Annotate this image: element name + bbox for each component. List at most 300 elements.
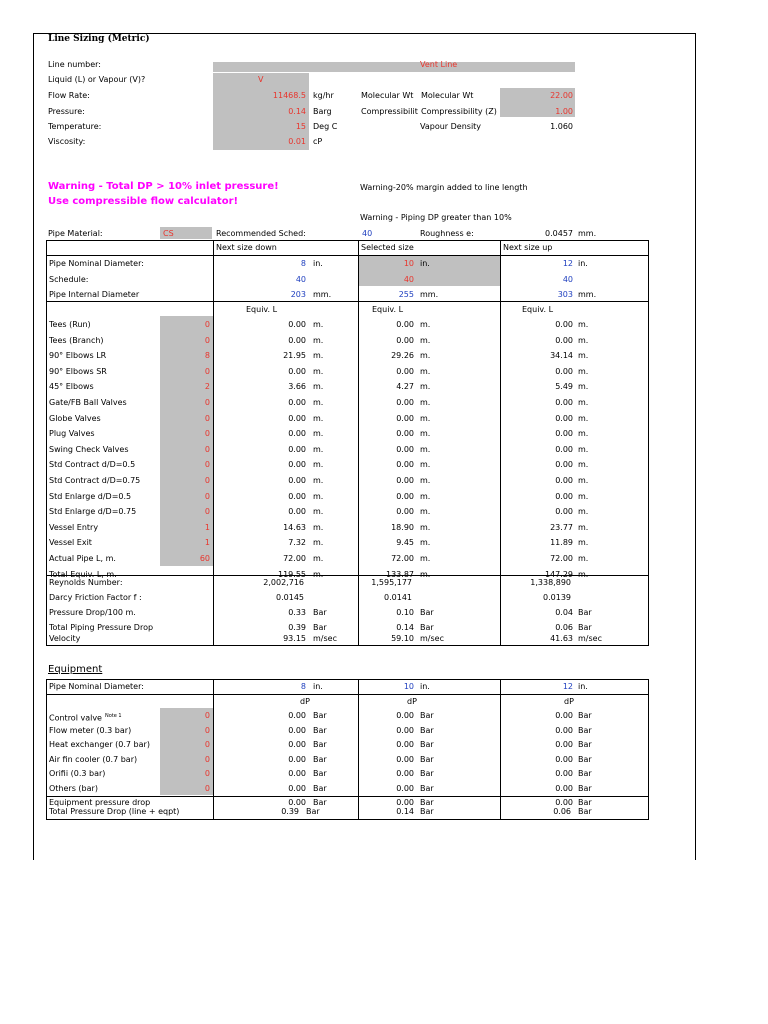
equipment-label-text: Air fin cooler (0.7 bar) — [49, 755, 138, 764]
result-value: 0.33 — [288, 608, 306, 617]
equipment-label-text: Control valve — [49, 713, 102, 723]
fitting-unit: m. — [420, 492, 431, 501]
result-unit: m/sec — [313, 634, 337, 643]
fitting-equiv-length: 72.00 — [391, 554, 414, 563]
fitting-unit: m. — [313, 445, 324, 454]
fitting-equiv-length: 29.26 — [391, 351, 414, 360]
fitting-equiv-length: 0.00 — [288, 367, 306, 376]
result-value: 59.10 — [391, 634, 414, 643]
total-drop-value: 0.39 — [281, 807, 299, 816]
fitting-equiv-length: 0.00 — [396, 398, 414, 407]
fitting-count[interactable]: 0 — [204, 476, 210, 485]
fitting-count[interactable]: 0 — [204, 398, 210, 407]
fitting-label: Gate/FB Ball Valves — [49, 398, 127, 407]
equipment-label — [49, 711, 122, 724]
fitting-unit: m. — [420, 538, 431, 547]
result-unit: Bar — [313, 608, 327, 617]
eq-drop-unit: Bar — [313, 798, 327, 807]
fitting-equiv-length: 0.00 — [396, 460, 414, 469]
vd-label: Vapour Density — [420, 122, 482, 131]
fitting-unit: m. — [420, 367, 431, 376]
equiv-l-header: Equiv. L — [372, 305, 404, 314]
fitting-label: Std Enlarge d/D=0.5 — [49, 492, 132, 501]
pressure-value[interactable]: 0.14 — [288, 107, 306, 116]
fitting-label: Swing Check Valves — [49, 445, 129, 454]
visc-label: Viscosity: — [48, 137, 86, 146]
equipment-unit: Bar — [420, 769, 434, 778]
result-unit: Bar — [420, 608, 434, 617]
fitting-equiv-length: 0.00 — [555, 476, 573, 485]
result-value: 0.0141 — [384, 593, 412, 602]
col-header-sel: Selected size — [361, 243, 414, 252]
fitting-count[interactable]: 0 — [204, 445, 210, 454]
fitting-label: Std Contract d/D=0.75 — [49, 476, 141, 485]
size-unit: in. — [420, 259, 430, 268]
size-unit: mm. — [578, 290, 597, 299]
sheet-border-right — [695, 33, 696, 860]
fitting-equiv-length: 0.00 — [555, 398, 573, 407]
result-value: 0.04 — [555, 608, 573, 617]
fitting-unit: m. — [420, 476, 431, 485]
warning-piping-dp: Warning - Piping DP greater than 10% — [360, 213, 512, 222]
fitting-unit: m. — [420, 523, 431, 532]
fitting-equiv-length: 14.63 — [283, 523, 306, 532]
equipment-dp-value: 0.00 — [555, 711, 573, 720]
line-number-label: Line number: — [48, 60, 101, 69]
equipment-label — [49, 769, 105, 779]
equipment-dp-value: 0.00 — [288, 755, 306, 764]
fitting-unit: m. — [313, 414, 324, 423]
fitting-label: 90° Elbows SR — [49, 367, 107, 376]
fitting-equiv-length: 0.00 — [288, 429, 306, 438]
equipment-dp-value: 0.00 — [288, 784, 306, 793]
fitting-unit: m. — [578, 367, 589, 376]
fitting-count[interactable]: 0 — [204, 336, 210, 345]
fitting-unit: m. — [313, 492, 324, 501]
fitting-equiv-length: 0.00 — [396, 367, 414, 376]
equipment-label-text: Flow meter (0.3 bar) — [49, 726, 132, 735]
fitting-unit: m. — [578, 476, 589, 485]
fitting-unit: m. — [420, 336, 431, 345]
eq-drop-unit: Bar — [420, 798, 434, 807]
result-label: Reynolds Number: — [49, 578, 123, 587]
equipment-unit: Bar — [313, 726, 327, 735]
fitting-equiv-length: 0.00 — [288, 336, 306, 345]
warning-compressible: Use compressible flow calculator! — [48, 196, 239, 207]
mw-value[interactable]: 22.00 — [550, 91, 573, 100]
visc-value[interactable]: 0.01 — [288, 137, 306, 146]
fitting-equiv-length: 0.00 — [396, 476, 414, 485]
temp-value[interactable]: 15 — [295, 122, 306, 131]
temp-unit: Deg C — [313, 122, 338, 131]
eq-diam-value: 8 — [300, 682, 306, 691]
fitting-unit: m. — [578, 460, 589, 469]
fitting-equiv-length: 0.00 — [288, 398, 306, 407]
eq-drop-unit: Bar — [578, 798, 592, 807]
total-drop-unit: Bar — [306, 807, 320, 816]
fitting-equiv-length: 0.00 — [555, 429, 573, 438]
size-value[interactable]: 10 — [403, 259, 414, 268]
size-unit: mm. — [420, 290, 439, 299]
fitting-unit: m. — [313, 367, 324, 376]
fitting-equiv-length: 4.27 — [396, 382, 414, 391]
flow-unit: kg/hr — [313, 91, 334, 100]
result-value: 0.0139 — [543, 593, 571, 602]
result-value: 1,338,890 — [530, 578, 571, 587]
size-value: 8 — [300, 259, 306, 268]
equipment-dp-value: 0.00 — [396, 784, 414, 793]
result-label: Velocity — [49, 634, 81, 643]
col-divider-down — [213, 240, 214, 646]
result-unit: Bar — [578, 623, 592, 632]
result-unit: Bar — [313, 623, 327, 632]
fitting-unit: m. — [578, 492, 589, 501]
fitting-unit: m. — [578, 429, 589, 438]
fitting-unit: m. — [420, 429, 431, 438]
equipment-dp-value: 0.00 — [288, 711, 306, 720]
fitting-label: Actual Pipe L, m. — [49, 554, 116, 563]
equipment-label — [49, 726, 131, 736]
equipment-dp-value: 0.00 — [396, 726, 414, 735]
phase-value[interactable]: V — [258, 75, 264, 84]
rough-value: 0.0457 — [545, 229, 573, 238]
eq-diam-unit: in. — [420, 682, 430, 691]
line-number-cell[interactable] — [213, 62, 575, 72]
eq-table-top — [46, 679, 648, 680]
fitting-unit: m. — [578, 523, 589, 532]
fitting-unit: m. — [578, 445, 589, 454]
fitting-unit: m. — [578, 382, 589, 391]
fitting-unit: m. — [313, 429, 324, 438]
fitting-label: Vessel Entry — [49, 523, 99, 532]
eq-dp-header: dP — [564, 697, 574, 706]
result-value: 93.15 — [283, 634, 306, 643]
result-value: 41.63 — [550, 634, 573, 643]
fitting-unit: m. — [420, 445, 431, 454]
fitting-count[interactable]: 0 — [204, 460, 210, 469]
result-unit: Bar — [578, 608, 592, 617]
eq-dp-header: dP — [407, 697, 417, 706]
table-left-border — [46, 240, 47, 646]
fitting-equiv-length: 0.00 — [555, 507, 573, 516]
size-value: 12 — [562, 259, 573, 268]
fitting-count[interactable]: 0 — [204, 429, 210, 438]
equipment-count[interactable]: 0 — [204, 755, 210, 764]
fitting-equiv-length: 7.32 — [288, 538, 306, 547]
fitting-equiv-length: 9.45 — [396, 538, 414, 547]
fitting-unit: m. — [578, 554, 589, 563]
equipment-dp-value: 0.00 — [396, 769, 414, 778]
total-drop-value: 0.06 — [553, 807, 571, 816]
equipment-unit: Bar — [420, 784, 434, 793]
table-bottom-border — [46, 645, 648, 646]
fitting-unit: m. — [578, 336, 589, 345]
fitting-equiv-length: 0.00 — [396, 492, 414, 501]
col-header-down: Next size down — [216, 243, 277, 252]
equipment-count-cells[interactable] — [160, 708, 213, 795]
eq-table-bottom — [46, 819, 648, 820]
z-label-short: Compressibilit — [361, 107, 418, 116]
size-unit: mm. — [313, 290, 332, 299]
fitting-count[interactable]: 0 — [204, 320, 210, 329]
material-value[interactable]: CS — [163, 229, 174, 238]
fitting-unit: m. — [420, 398, 431, 407]
fitting-equiv-length: 0.00 — [396, 445, 414, 454]
col-divider-up — [500, 240, 501, 646]
equipment-unit: Bar — [313, 711, 327, 720]
eq-dp-header: dP — [300, 697, 310, 706]
eq-diam-unit: in. — [313, 682, 323, 691]
fitting-equiv-length: 0.00 — [396, 414, 414, 423]
fitting-unit: m. — [313, 320, 324, 329]
equipment-dp-value: 0.00 — [555, 755, 573, 764]
eq-col-divider-sel — [358, 679, 359, 820]
fitting-label: Std Enlarge d/D=0.75 — [49, 507, 137, 516]
size-value: 40 — [295, 275, 306, 284]
fitting-equiv-length: 0.00 — [555, 320, 573, 329]
pressure-unit: Barg — [313, 107, 332, 116]
equipment-dp-value: 0.00 — [555, 784, 573, 793]
equipment-dp-value: 0.00 — [288, 726, 306, 735]
sheet-border-left — [33, 33, 34, 860]
note-superscript: Note 1 — [104, 713, 122, 719]
equipment-dp-value: 0.00 — [288, 740, 306, 749]
fitting-equiv-length: 0.00 — [396, 320, 414, 329]
sched-label: Recommended Sched: — [216, 229, 306, 238]
total-drop-unit: Bar — [578, 807, 592, 816]
fitting-unit: m. — [313, 460, 324, 469]
flow-value[interactable]: 11468.5 — [272, 91, 306, 100]
equipment-dp-value: 0.00 — [396, 711, 414, 720]
equipment-unit: Bar — [578, 726, 592, 735]
eq-col-divider-up — [500, 679, 501, 820]
size-section-bottom — [46, 301, 648, 302]
fitting-unit: m. — [420, 554, 431, 563]
fitting-label: Vessel Exit — [49, 538, 92, 547]
fitting-count[interactable]: 1 — [204, 538, 210, 547]
equipment-unit: Bar — [578, 755, 592, 764]
fitting-count[interactable]: 1 — [204, 523, 210, 532]
fitting-equiv-length: 34.14 — [550, 351, 573, 360]
equipment-label — [49, 784, 98, 794]
equipment-dp-value: 0.00 — [396, 740, 414, 749]
fitting-equiv-length: 0.00 — [396, 336, 414, 345]
eq-diam-value: 12 — [562, 682, 573, 691]
fitting-unit: m. — [313, 538, 324, 547]
size-value: 255 — [398, 290, 414, 299]
page-title: Line Sizing (Metric) — [48, 34, 150, 44]
result-value: 0.06 — [555, 623, 573, 632]
eq-diam-unit: in. — [578, 682, 588, 691]
equipment-unit: Bar — [578, 740, 592, 749]
size-value: 40 — [562, 275, 573, 284]
fitting-unit: m. — [313, 554, 324, 563]
eq-drop-value: 0.00 — [288, 798, 306, 807]
fitting-equiv-length: 18.90 — [391, 523, 414, 532]
fitting-label: Tees (Run) — [49, 320, 91, 329]
eq-col-divider-down — [213, 679, 214, 820]
size-unit: in. — [578, 259, 588, 268]
material-label: Pipe Material: — [48, 229, 103, 238]
vd-value: 1.060 — [550, 122, 573, 131]
equipment-label-text: Orifii (0.3 bar) — [49, 769, 106, 778]
equipment-count[interactable]: 0 — [204, 726, 210, 735]
result-value: 0.14 — [396, 623, 414, 632]
fitting-unit: m. — [578, 398, 589, 407]
fitting-equiv-length: 0.00 — [288, 445, 306, 454]
phase-label: Liquid (L) or Vapour (V)? — [48, 75, 146, 84]
fitting-unit: m. — [420, 460, 431, 469]
size-row-label: Pipe Internal Diameter — [49, 290, 140, 299]
equipment-dp-value: 0.00 — [555, 740, 573, 749]
equipment-count[interactable]: 0 — [204, 784, 210, 793]
total-drop-unit: Bar — [420, 807, 434, 816]
warning-total-dp: Warning - Total DP > 10% inlet pressure! — [48, 181, 279, 192]
equipment-title: Equipment — [48, 664, 103, 675]
fitting-equiv-length: 0.00 — [288, 460, 306, 469]
size-value: 203 — [290, 290, 306, 299]
equipment-dp-value: 0.00 — [555, 769, 573, 778]
fitting-equiv-length: 5.49 — [555, 382, 573, 391]
fitting-label: Tees (Branch) — [49, 336, 104, 345]
fitting-unit: m. — [313, 476, 324, 485]
equipment-unit: Bar — [578, 784, 592, 793]
pressure-label: Pressure: — [48, 107, 85, 116]
fitting-label: 90° Elbows LR — [49, 351, 107, 360]
fitting-count[interactable]: 0 — [204, 492, 210, 501]
mw-label: Molecular Wt — [421, 91, 474, 100]
fitting-equiv-length: 11.89 — [550, 538, 573, 547]
fitting-label: Globe Valves — [49, 414, 101, 423]
table-top-border — [46, 240, 648, 241]
z-label: Compressibility (Z) — [421, 107, 497, 116]
eq-diam-value: 10 — [403, 682, 414, 691]
temp-label: Temperature: — [48, 122, 102, 131]
fitting-equiv-length: 23.77 — [550, 523, 573, 532]
result-value: 1,595,177 — [371, 578, 412, 587]
fitting-equiv-length: 0.00 — [288, 507, 306, 516]
rough-unit: mm. — [578, 229, 597, 238]
sched-value: 40 — [362, 229, 373, 238]
result-label: Darcy Friction Factor f : — [49, 593, 142, 602]
eq-right-border — [648, 679, 649, 820]
equiv-l-header: Equiv. L — [246, 305, 278, 314]
fitting-count[interactable]: 0 — [204, 414, 210, 423]
eq-diam-label: Pipe Nominal Diameter: — [49, 682, 144, 691]
eq-rows-bottom — [46, 796, 648, 797]
equipment-dp-value: 0.00 — [288, 769, 306, 778]
fitting-count[interactable]: 0 — [204, 367, 210, 376]
fitting-unit: m. — [420, 382, 431, 391]
result-value: 0.10 — [396, 608, 414, 617]
equipment-unit: Bar — [420, 755, 434, 764]
eq-left-border — [46, 679, 47, 820]
fitting-equiv-length: 72.00 — [283, 554, 306, 563]
size-value: 303 — [557, 290, 573, 299]
total-drop-label: Total Pressure Drop (line + eqpt) — [49, 807, 180, 816]
fitting-equiv-length: 0.00 — [555, 414, 573, 423]
fitting-unit: m. — [313, 523, 324, 532]
fitting-equiv-length: 3.66 — [288, 382, 306, 391]
fitting-equiv-length: 0.00 — [555, 367, 573, 376]
result-unit: m/sec — [578, 634, 602, 643]
equipment-unit: Bar — [420, 711, 434, 720]
size-value[interactable]: 40 — [403, 275, 414, 284]
visc-unit: cP — [313, 137, 323, 146]
size-row-label: Schedule: — [49, 275, 89, 284]
equipment-unit: Bar — [313, 769, 327, 778]
equipment-label-text: Others (bar) — [49, 784, 98, 793]
equipment-dp-value: 0.00 — [555, 726, 573, 735]
eq-drop-value: 0.00 — [555, 798, 573, 807]
table-right-border — [648, 240, 649, 646]
rough-label: Roughness e: — [420, 229, 474, 238]
col-header-up: Next size up — [503, 243, 553, 252]
fitting-label: Plug Valves — [49, 429, 95, 438]
fitting-equiv-length: 0.00 — [555, 445, 573, 454]
header-divider — [46, 255, 648, 256]
fitting-equiv-length: 0.00 — [555, 492, 573, 501]
equipment-unit: Bar — [578, 769, 592, 778]
fitting-unit: m. — [578, 320, 589, 329]
fitting-label: 45° Elbows — [49, 382, 94, 391]
fitting-count[interactable]: 0 — [204, 507, 210, 516]
fitting-count[interactable]: 8 — [204, 351, 210, 360]
equipment-label-text: Heat exchanger (0.7 bar) — [49, 740, 150, 749]
equipment-count[interactable]: 0 — [204, 740, 210, 749]
fitting-unit: m. — [420, 320, 431, 329]
size-row-label: Pipe Nominal Diameter: — [49, 259, 144, 268]
fitting-label: Std Contract d/D=0.5 — [49, 460, 136, 469]
fitting-unit: m. — [578, 507, 589, 516]
result-label: Total Piping Pressure Drop — [49, 623, 154, 632]
size-unit: in. — [313, 259, 323, 268]
col-divider-sel — [358, 240, 359, 646]
fitting-count[interactable]: 60 — [199, 554, 210, 563]
equiv-l-header: Equiv. L — [522, 305, 554, 314]
equipment-unit: Bar — [313, 740, 327, 749]
fitting-unit: m. — [578, 351, 589, 360]
fitting-unit: m. — [313, 507, 324, 516]
eq-drop-value: 0.00 — [396, 798, 414, 807]
equipment-count[interactable]: 0 — [204, 711, 210, 720]
fitting-equiv-length: 0.00 — [288, 414, 306, 423]
equipment-unit: Bar — [578, 711, 592, 720]
result-value: 0.0145 — [276, 593, 304, 602]
line-number-value[interactable]: Vent Line — [420, 60, 458, 69]
z-value[interactable]: 1.00 — [555, 107, 573, 116]
fitting-equiv-length: 0.00 — [555, 460, 573, 469]
equipment-unit: Bar — [420, 726, 434, 735]
fitting-equiv-length: 0.00 — [288, 476, 306, 485]
equipment-label — [49, 755, 137, 765]
equipment-count[interactable]: 0 — [204, 769, 210, 778]
flow-label: Flow Rate: — [48, 91, 90, 100]
warning-margin: Warning-20% margin added to line length — [360, 183, 528, 192]
equipment-unit: Bar — [313, 784, 327, 793]
result-value: 2,002,716 — [263, 578, 304, 587]
fittings-section-bottom — [46, 575, 648, 576]
fitting-equiv-length: 72.00 — [550, 554, 573, 563]
fitting-equiv-length: 0.00 — [396, 507, 414, 516]
mw-label-short: Molecular Wt — [361, 91, 414, 100]
fitting-count[interactable]: 2 — [204, 382, 210, 391]
result-label: Pressure Drop/100 m. — [49, 608, 136, 617]
total-drop-value: 0.14 — [396, 807, 414, 816]
fitting-equiv-length: 0.00 — [288, 492, 306, 501]
equipment-dp-value: 0.00 — [396, 755, 414, 764]
fitting-unit: m. — [313, 336, 324, 345]
